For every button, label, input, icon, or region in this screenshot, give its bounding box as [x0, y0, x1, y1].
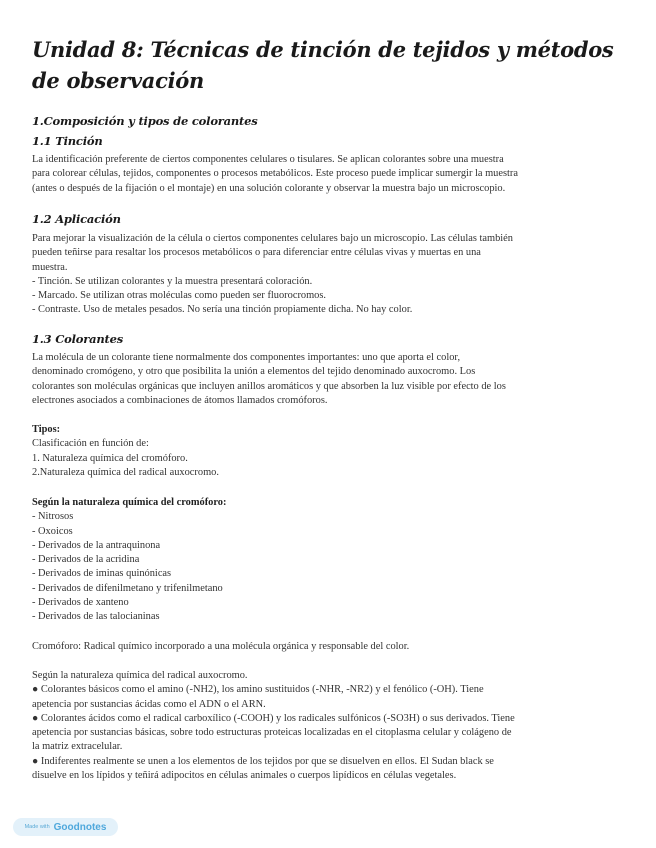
subheading-aplicacion: 1.2 Aplicación	[32, 212, 121, 226]
text-line: denominado cromógeno, y otro que posibilita la unión a elementos del tejido denominado auxocromo. Los	[32, 366, 476, 378]
list-item: - Marcado. Se utilizan otras moléculas como pueden ser fluorocromos.	[32, 290, 327, 302]
text-line: para colorear células, tejidos, componentes o procesos metabólicos. Este proceso puede implicar sumergir la muestra	[32, 168, 518, 180]
colorantes-paragraph	[32, 351, 622, 408]
auxocromo-heading: Según la naturaleza química del radical auxocromo.	[32, 670, 248, 681]
goodnotes-badge	[13, 818, 118, 836]
text-line: Clasificación en función de:	[32, 438, 149, 450]
list-item: - Oxoicos	[32, 525, 73, 537]
badge-prefix: Made with	[24, 824, 50, 830]
page-title: Unidad 8: Técnicas de tinción de tejidos y métodos de observación	[32, 37, 614, 93]
text-line: Para mejorar la visualización de la célula o ciertos componentes celulares bajo un microscopio. Las células también	[32, 233, 513, 244]
text-line: la matriz extracelular.	[32, 741, 123, 753]
subheading-colorantes: 1.3 Colorantes	[32, 332, 124, 346]
bullet-line: ● Colorantes ácidos como el radical carboxílico (-COOH) y los radicales sulfónicos (-SO3H) o sus derivados. Tiene	[32, 712, 515, 724]
list-item: 1. Naturaleza química del cromóforo.	[32, 452, 188, 464]
tipos-block	[32, 423, 622, 480]
auxocromo-block	[32, 669, 622, 783]
text-line: muestra.	[32, 261, 68, 273]
text-line: apetencia por sustancias básicas, sobre todo estructuras proteicas localizadas en el citoplasma celular y colágeno de	[32, 727, 512, 739]
bullet-line: ● Colorantes básicos como el amino (-NH2), los amino sustituidos (-NHR, -NR2) y el fenólico (-OH). Tiene	[32, 684, 484, 696]
list-item: - Derivados de iminas quinónicas	[32, 568, 172, 580]
text-line: electrones asociados a combinaciones de átomos llamados cromóforos.	[32, 394, 328, 406]
text-line: disuelve en los lípidos y teñirá adipocitos en células animales o cuerpos lipídicos en células vegetales.	[32, 770, 457, 782]
text-line: apetencia por sustancias ácidas como el ADN o el ARN.	[32, 698, 266, 710]
list-item: - Tinción. Se utilizan colorantes y la muestra presentará coloración.	[32, 275, 313, 287]
list-item: - Derivados de la acridina	[32, 554, 140, 566]
list-item: 2.Naturaleza química del radical auxocromo.	[32, 466, 219, 478]
text-line: colorantes son moléculas orgánicas que incluyen anillos aromáticos y que absorben la luz visible por efecto de los	[32, 380, 506, 392]
cromoforo-heading: Según la naturaleza química del cromóforo:	[32, 497, 227, 508]
text-line: Cromóforo: Radical químico incorporado a una molécula orgánica y responsable del color.	[32, 641, 410, 652]
cromoforo-definition	[32, 640, 622, 654]
list-item: - Derivados de las talocianinas	[32, 611, 160, 623]
subheading-tincion: 1.1 Tinción	[32, 134, 103, 148]
list-item: - Derivados de difenilmetano y trifenilmetano	[32, 582, 223, 594]
aplicacion-paragraph	[32, 232, 622, 318]
bullet-line: ● Indiferentes realmente se unen a los elementos de los tejidos por que se disuelven en ellos. El Sudan black se	[32, 755, 494, 767]
cromoforo-block	[32, 496, 622, 625]
badge-brand: Goodnotes	[53, 821, 107, 833]
list-item: - Derivados de la antraquinona	[32, 539, 161, 551]
tincion-paragraph	[32, 153, 622, 196]
list-item: - Contraste. Uso de metales pesados. No sería una tinción propiamente dicha. No hay color.	[32, 304, 413, 316]
tipos-heading: Tipos:	[32, 424, 61, 435]
list-item: - Nitrosos	[32, 511, 74, 523]
text-line: La identificación preferente de ciertos componentes celulares o tisulares. Se aplican colorantes sobre una muestra	[32, 154, 504, 165]
list-item: - Derivados de xanteno	[32, 597, 129, 609]
text-line: (antes o después de la fijación o el montaje) en una solución colorante y observar la muestra bajo un microscopio.	[32, 182, 506, 194]
text-line: pueden teñirse para resaltar los procesos metabólicos o para diferenciar entre células vivas y muertas en una	[32, 247, 481, 259]
section-heading-composition: 1.Composición y tipos de colorantes	[32, 114, 258, 128]
text-line: La molécula de un colorante tiene normalmente dos componentes importantes: uno que aporta el color,	[32, 352, 461, 363]
